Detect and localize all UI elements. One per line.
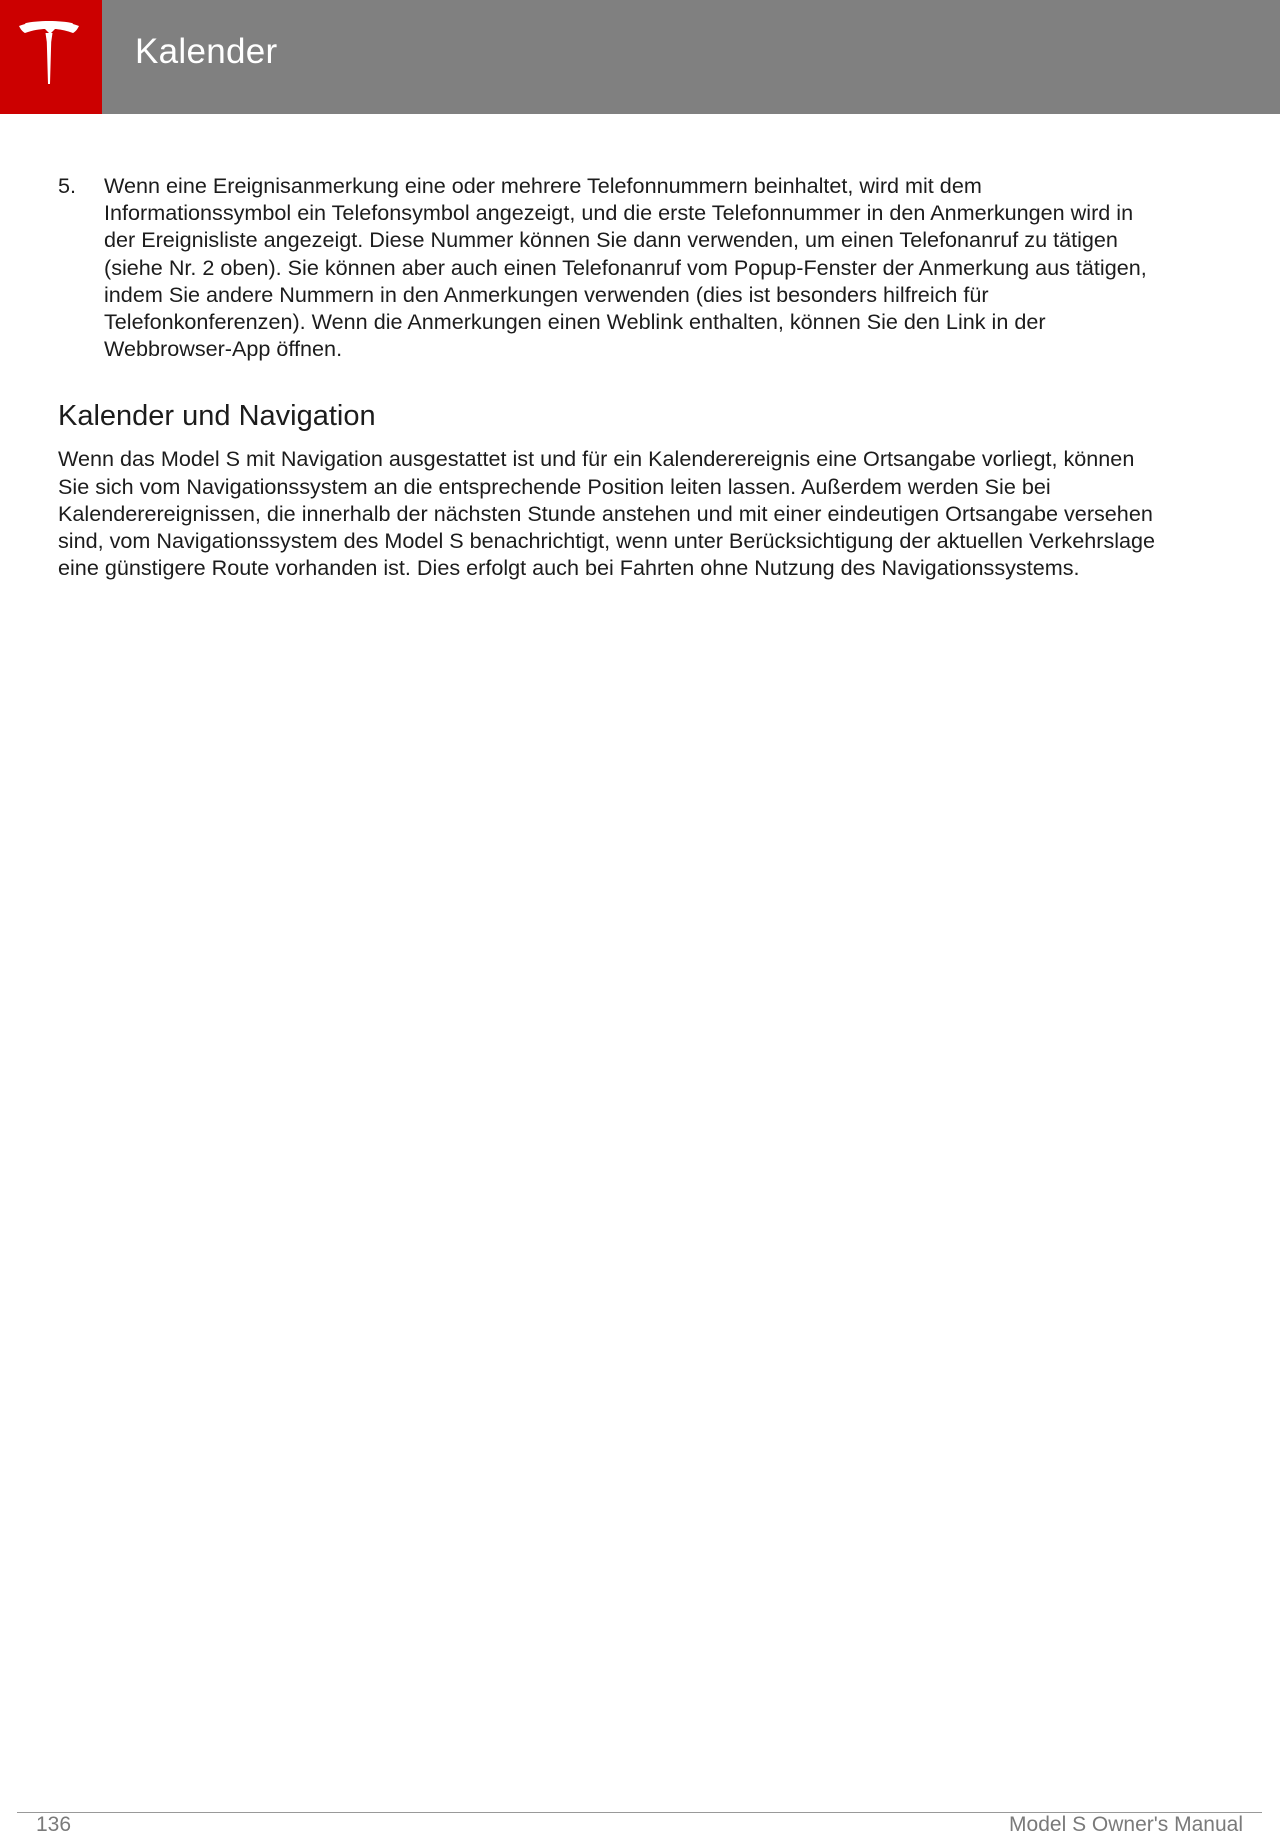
tesla-logo-icon	[17, 20, 81, 86]
header-bar	[0, 0, 1280, 114]
page-title: Kalender	[135, 32, 278, 71]
page-number: 136	[36, 1813, 72, 1836]
logo-box	[0, 0, 102, 114]
section-body: Wenn das Model S mit Navigation ausgestattet ist und für ein Kalenderereignis eine Ortsangabe vorliegt, können Sie sich vom Navigationssystem an die entsprechende Position leiten lassen. Außerdem werden Sie bei Kalenderereignissen, die innerhalb der nächsten Stunde anstehen und mit einer eindeutigen Ortsangabe versehen sind, vom Navigationssystem des Model S benachrichtigt, wenn unter Berücksichtigung der aktuellen Verkehrslage eine günstigere Route vorhanden ist. Dies erfolgt auch bei Fahrten ohne Nutzung des Navigationssystems.	[58, 446, 1156, 581]
list-item-number: 5.	[58, 173, 77, 198]
section-heading: Kalender und Navigation	[58, 400, 376, 433]
list-item	[58, 172, 1168, 362]
main-content	[58, 172, 1168, 581]
list-item-text: Wenn eine Ereignisanmerkung eine oder mehrere Telefonnummern beinhaltet, wird mit dem Informationssymbol ein Telefonsymbol angezeigt, und die erste Telefonnummer in den Anmerkungen wird in der Ereignisliste angezeigt. Diese Nummer können Sie dann verwenden, um einen Telefonanruf zu tätigen (siehe Nr. 2 oben). Sie können aber auch einen Telefonanruf vom Popup-Fenster der Anmerkung aus tätigen, indem Sie andere Nummern in den Anmerkungen verwenden (dies ist besonders hilfreich für Telefonkonferenzen). Wenn die Anmerkungen einen Weblink enthalten, können Sie den Link in der Webbrowser-App öffnen.	[104, 173, 1147, 362]
manual-title: Model S Owner's Manual	[1009, 1813, 1243, 1836]
